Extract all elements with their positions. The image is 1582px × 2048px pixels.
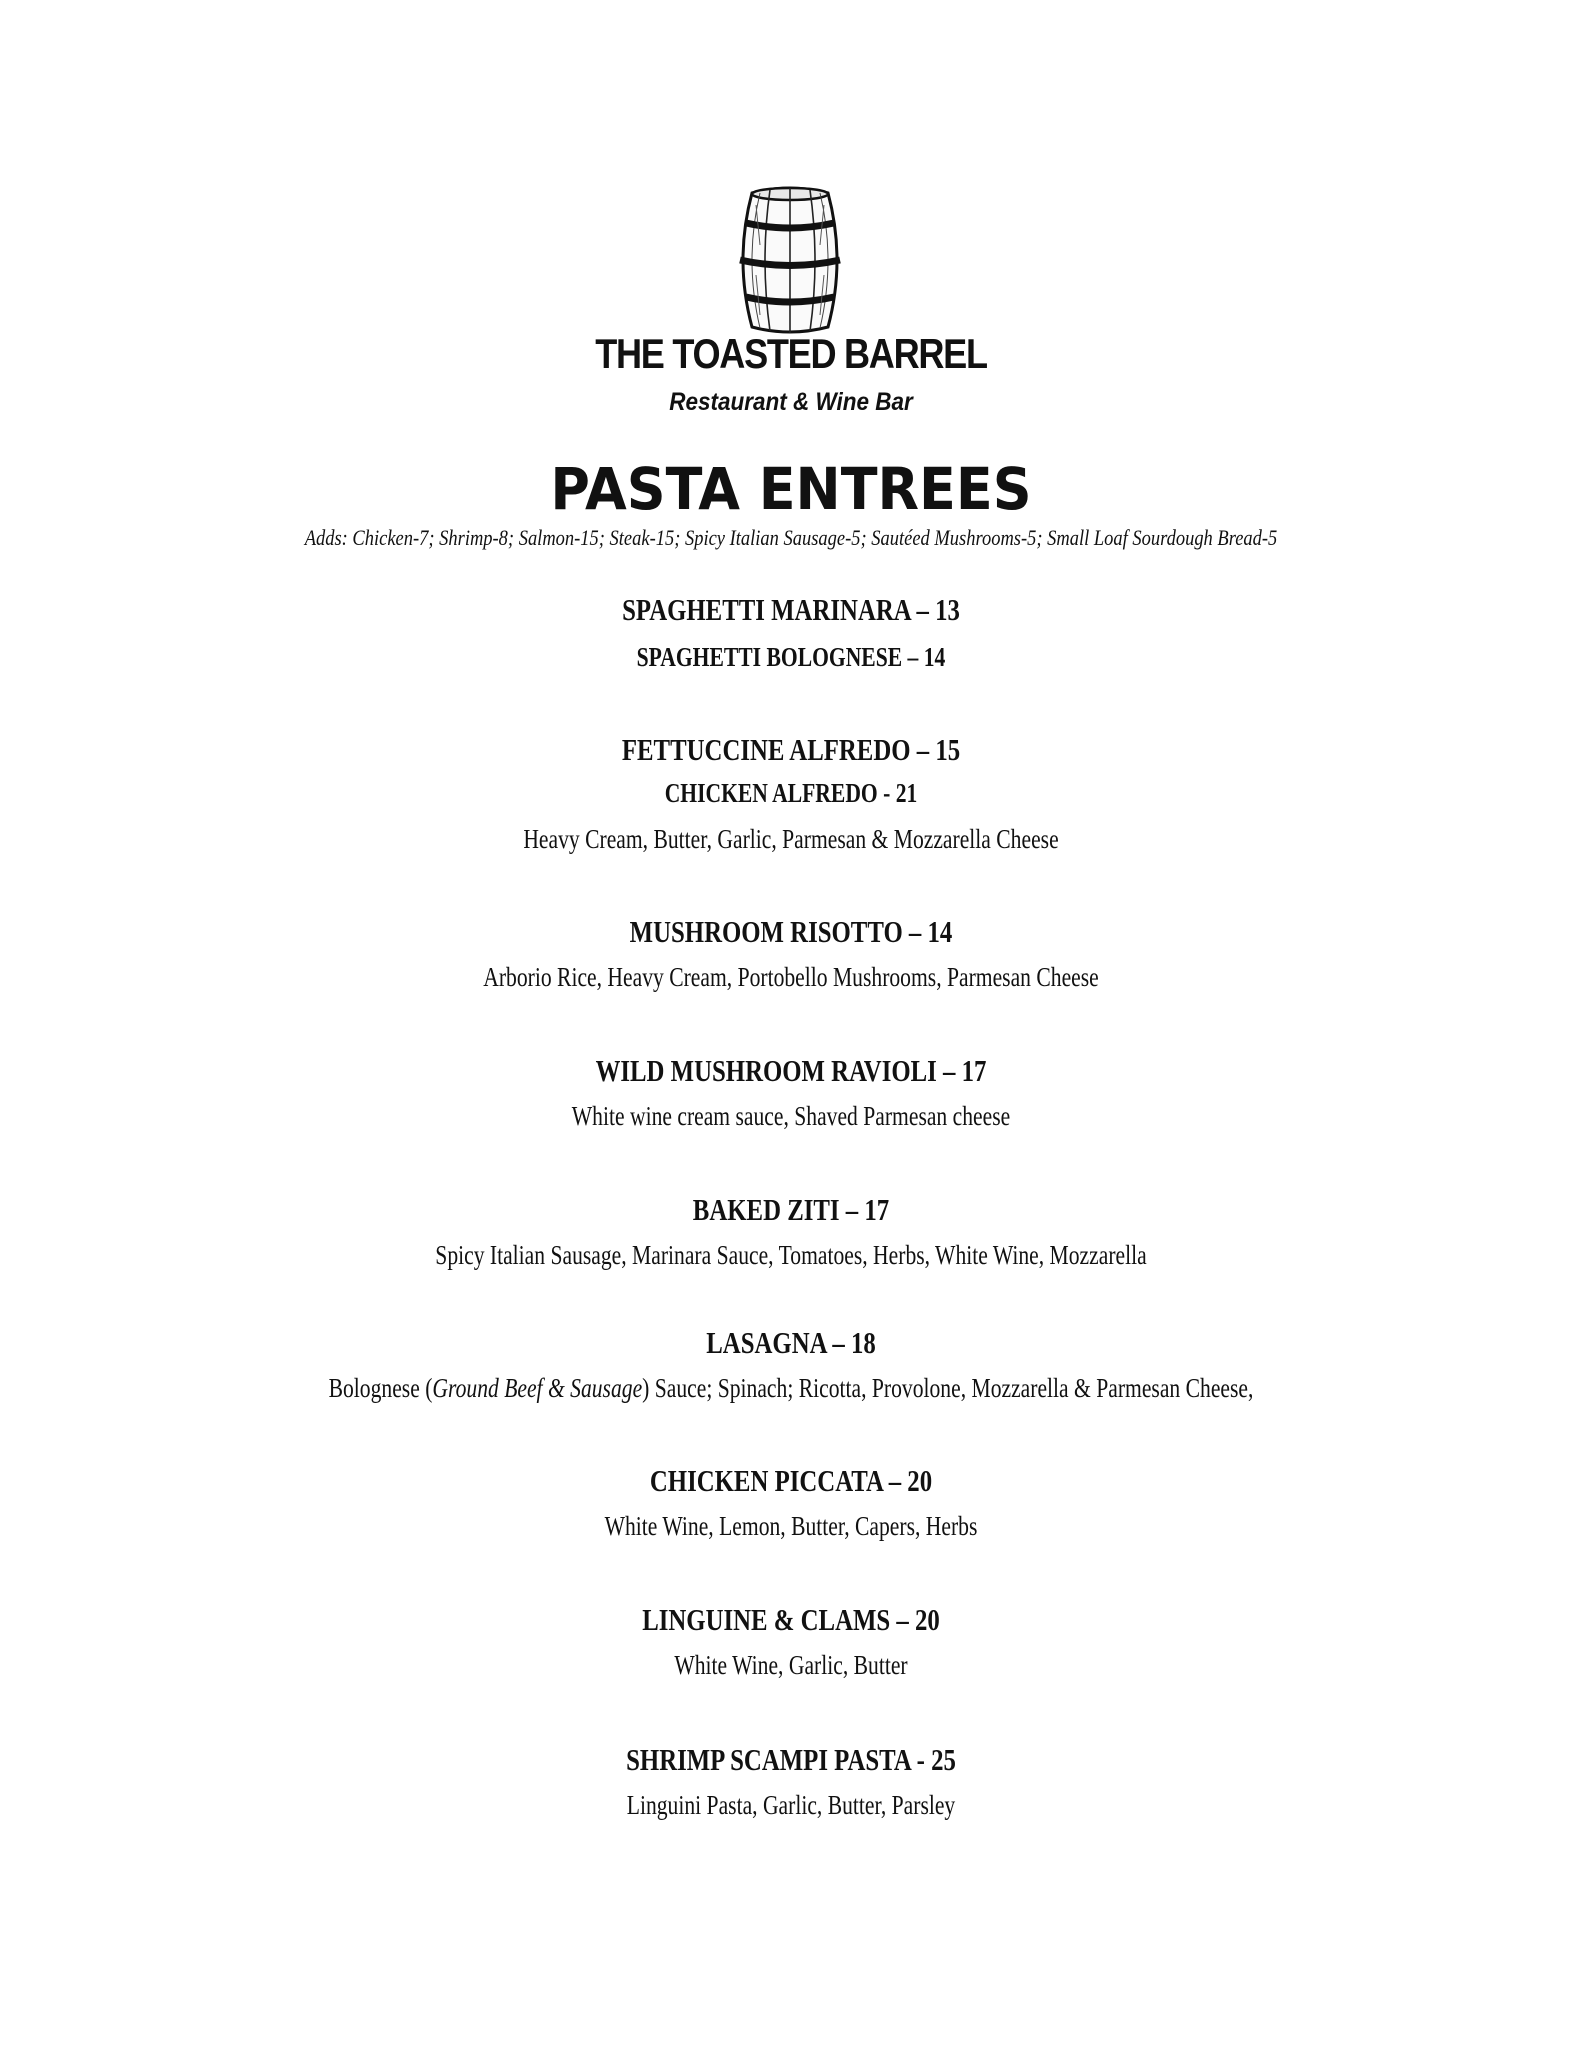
desc-text: ) Sauce; Spinach; Ricotta, Provolone, Mozzarella & Parmesan Cheese, (642, 1373, 1254, 1403)
item-spaghetti-marinara: SPAGHETTI MARINARA – 13 (622, 592, 960, 627)
desc-italic-text: Ground Beef & Sausage (432, 1373, 643, 1403)
item-shrimp-scampi-pasta: SHRIMP SCAMPI PASTA - 25 (626, 1742, 956, 1777)
item-linguine-clams: LINGUINE & CLAMS – 20 (642, 1602, 940, 1637)
item-description: Spicy Italian Sausage, Marinara Sauce, Tomatoes, Herbs, White Wine, Mozzarella (435, 1240, 1147, 1270)
barrel-icon (730, 185, 850, 335)
item-description: Linguini Pasta, Garlic, Butter, Parsley (626, 1790, 956, 1820)
desc-text: Bolognese ( (328, 1373, 433, 1403)
item-description: White Wine, Lemon, Butter, Capers, Herbs (604, 1511, 978, 1541)
item-mushroom-risotto: MUSHROOM RISOTTO – 14 (629, 914, 953, 949)
item-chicken-piccata: CHICKEN PICCATA – 20 (649, 1463, 933, 1498)
item-fettuccine-alfredo: FETTUCCINE ALFREDO – 15 (621, 732, 961, 767)
adds-line: Adds: Chicken-7; Shrimp-8; Salmon-15; Steak-15; Spicy Italian Sausage-5; Sautéed Mushrooms-5; Small Loaf Sourdough Bread-5 (304, 525, 1278, 550)
item-spaghetti-bolognese: SPAGHETTI BOLOGNESE – 14 (636, 642, 946, 672)
item-description: Arborio Rice, Heavy Cream, Portobello Mushrooms, Parmesan Cheese (483, 962, 1099, 992)
item-description: White Wine, Garlic, Butter (674, 1650, 908, 1680)
section-title: PASTA ENTREES (550, 455, 1032, 523)
item-lasagna: LASAGNA – 18 (706, 1325, 876, 1360)
restaurant-name: THE TOASTED BARREL (595, 330, 987, 377)
item-baked-ziti: BAKED ZITI – 17 (692, 1192, 890, 1227)
item-description: Heavy Cream, Butter, Garlic, Parmesan & Mozzarella Cheese (523, 824, 1059, 854)
item-chicken-alfredo: CHICKEN ALFREDO - 21 (664, 778, 918, 808)
item-description (158, 1373, 1424, 1404)
restaurant-tagline: Restaurant & Wine Bar (669, 388, 913, 416)
item-wild-mushroom-ravioli: WILD MUSHROOM RAVIOLI – 17 (595, 1053, 987, 1088)
item-description: White wine cream sauce, Shaved Parmesan cheese (571, 1101, 1011, 1131)
